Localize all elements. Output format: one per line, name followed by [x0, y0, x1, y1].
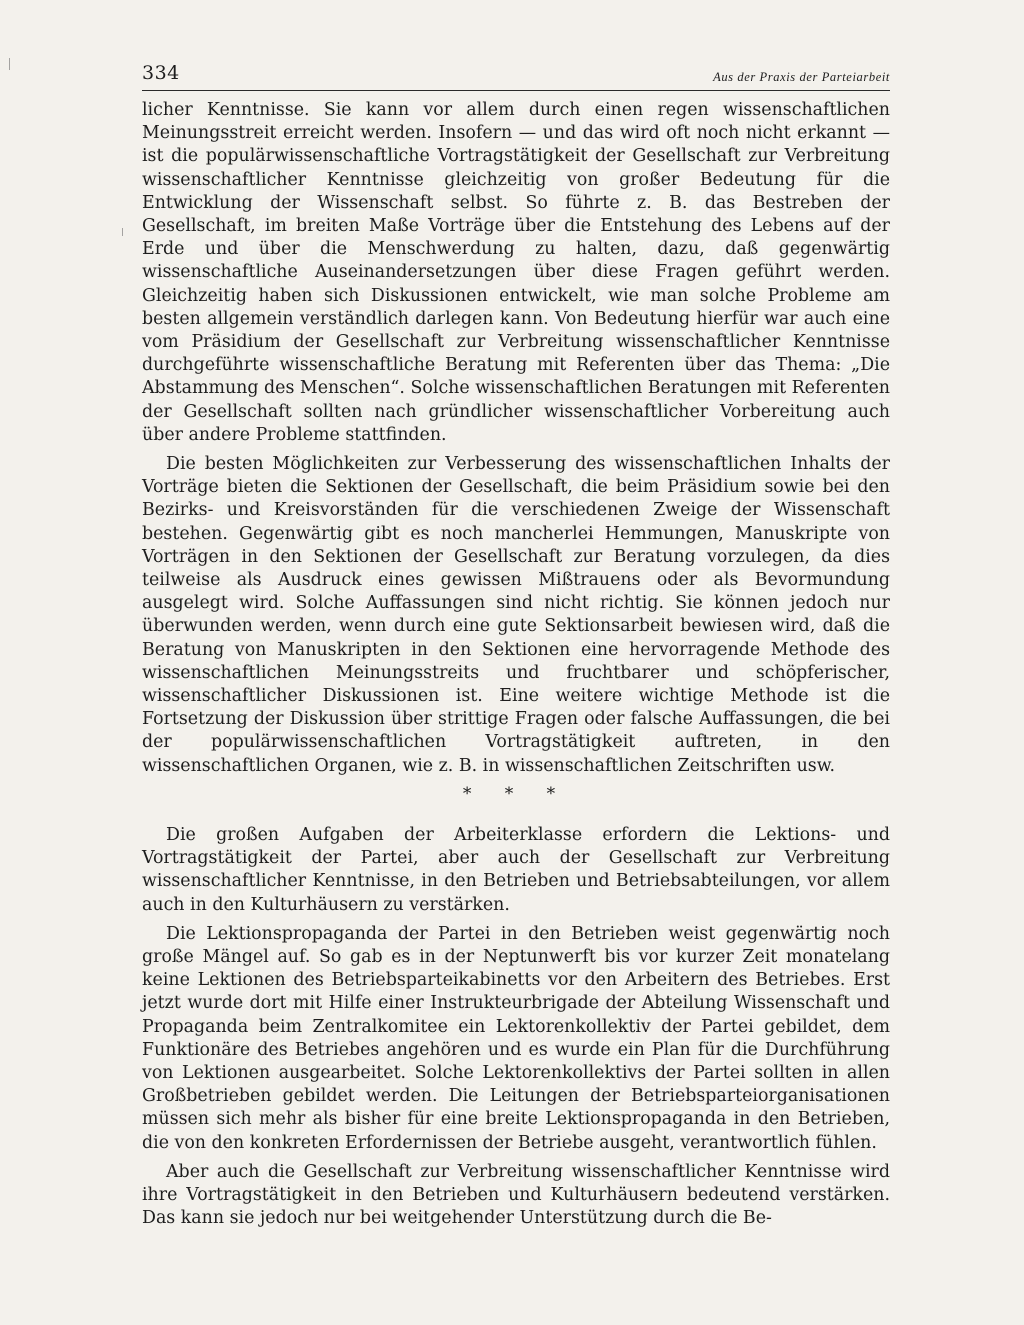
scan-edge-mark	[9, 58, 10, 70]
paragraph: licher Kenntnisse. Sie kann vor allem durch einen regen wissenschaftlichen Meinungsstreit erreicht werden. Insofern — und das wird oft noch nicht erkannt — ist die populärwissenschaftliche Vortragstätigkeit der Gesellschaft zur Verbreitung wissenschaftlicher Kenntnisse gleichzeitig von großer Bedeutung für die Entwicklung der Wissenschaft selbst. So führte z. B. das Bestreben der Gesellschaft, im breiten Maße Vorträge über die Entstehung des Lebens auf der Erde und über die Menschwerdung zu halten, dazu, daß gegenwärtig wissenschaftliche Auseinandersetzungen über diese Fragen geführt werden. Gleichzeitig haben sich Diskussionen entwickelt, wie man solche Probleme am besten allgemein verständlich darlegen kann. Von Bedeutung hierfür war auch eine vom Präsidium der Gesellschaft zur Verbreitung wissenschaftlicher Kenntnisse durchgeführte wissenschaftliche Beratung mit Referenten über das Thema: „Die Abstammung des Menschen“. Solche wissenschaftlichen Beratungen mit Referenten der Gesellschaft sollten nach gründlicher wissenschaftlicher Vorbereitung auch über andere Probleme stattfinden.	[142, 100, 890, 445]
paragraph: Die besten Möglichkeiten zur Verbesserung des wissenschaftlichen Inhalts der Vorträge bieten die Sektionen der Gesellschaft, die beim Präsidium sowie bei den Bezirks- und Kreisvorständen für die verschiedenen Zweige der Wissenschaft bestehen. Gegenwärtig gibt es noch mancherlei Hemmungen, Manuskripte von Vorträgen in den Sektionen der Gesellschaft zur Beratung vorzulegen, da dies teilweise als Ausdruck eines gewissen Mißtrauens oder als Bevormundung ausgelegt wird. Solche Auffassungen sind nicht richtig. Sie können jedoch nur überwunden werden, wenn durch eine gute Sektionsarbeit bewiesen wird, daß die Beratung von Manuskripten in den Sektionen eine hervorragende Methode des wissenschaftlichen Meinungsstreits und fruchtbarer und schöpferischer, wissenschaftlicher Diskussionen ist. Eine weitere wichtige Methode ist die Fortsetzung der Diskussion über strittige Fragen oder falsche Auffassungen, die bei der populärwissenschaftlichen Vortragstätigkeit auftreten, in den wissenschaftlichen Organen, wie z. B. in wissenschaftlichen Zeitschriften usw.	[142, 454, 890, 776]
page-number: 334	[142, 62, 180, 84]
section-separator: * * *	[462, 783, 570, 804]
running-head: Aus der Praxis der Parteiarbeit	[713, 70, 890, 84]
scan-edge-mark	[122, 228, 123, 236]
book-page	[142, 58, 890, 1236]
body-text	[142, 99, 890, 1230]
paragraph: Aber auch die Gesellschaft zur Verbreitung wissenschaftlicher Kenntnisse wird ihre Vortragstätigkeit in den Betrieben und Kulturhäusern bedeutend verstärken. Das kann sie jedoch nur bei weitgehender Unterstützung durch die Be-	[142, 1161, 890, 1229]
page-header	[142, 58, 890, 91]
paragraph: Die großen Aufgaben der Arbeiterklasse erfordern die Lektions- und Vortragstätigkeit der Partei, aber auch der Gesellschaft zur Verbreitung wissenschaftlicher Kenntnisse, in den Betrieben und Betriebsabteilungen, vor allem auch in den Kulturhäusern zu verstärken.	[142, 824, 890, 915]
paragraph: Die Lektionspropaganda der Partei in den Betrieben weist gegenwärtig noch große Mängel auf. So gab es in der Neptunwerft bis vor kurzer Zeit monatelang keine Lektionen des Betriebsparteikabinetts vor den Arbeitern des Betriebes. Erst jetzt wurde dort mit Hilfe einer Instrukteurbrigade der Abteilung Wissenschaft und Propaganda beim Zentralkomitee ein Lektorenkollektiv der Partei gebildet, dem Funktionäre des Betriebes angehören und es wurde ein Plan für die Durchführung von Lektionen ausgearbeitet. Solche Lektorenkollektivs der Partei sollten in allen Großbetrieben gebildet werden. Die Leitungen der Betriebsparteiorganisationen müssen sich mehr als bisher für eine breite Lektionspropaganda in den Betrieben, die von den konkreten Erfordernissen der Betriebe ausgeht, verantwortlich fühlen.	[142, 923, 890, 1153]
